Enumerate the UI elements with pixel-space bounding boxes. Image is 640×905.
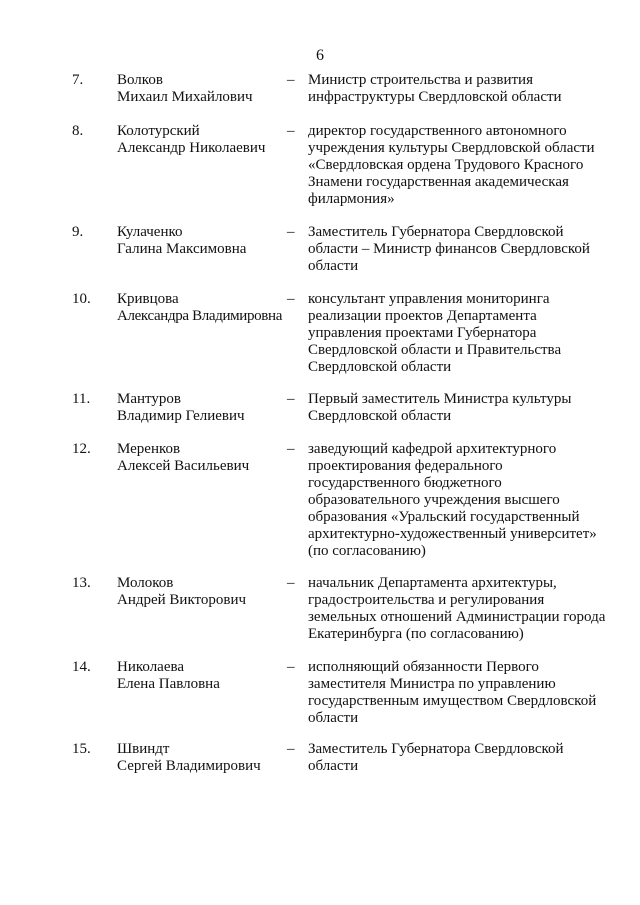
position-line: образования «Уральский государственный (308, 509, 580, 525)
person-name (117, 741, 283, 775)
surname: Колотурский (117, 123, 200, 139)
position-title (308, 291, 613, 376)
person-name (117, 441, 283, 475)
surname: Волков (117, 72, 163, 88)
item-number: 15. (72, 741, 91, 757)
item-number: 14. (72, 659, 91, 675)
first-name-patronymic: Сергей Владимирович (117, 758, 261, 774)
position-line: Заместитель Губернатора Свердловской (308, 224, 564, 240)
position-line: консультант управления мониторинга (308, 291, 550, 307)
dash-separator: – (287, 441, 295, 457)
dash-separator: – (287, 291, 295, 307)
position-line: управления проектами Губернатора (308, 325, 537, 341)
page-number: 6 (316, 47, 324, 64)
first-name-patronymic: Алексей Васильевич (117, 458, 250, 474)
person-name (117, 575, 283, 609)
surname: Кривцова (117, 291, 179, 307)
position-line: Свердловской области (308, 408, 452, 424)
position-line: Екатеринбурга (по согласованию) (308, 626, 524, 642)
position-line: реализации проектов Департамента (308, 308, 537, 324)
position-title (308, 659, 613, 727)
person-name (117, 391, 283, 425)
surname: Мантуров (117, 391, 181, 407)
first-name-patronymic: Михаил Михайлович (117, 89, 253, 105)
position-line: Министр строительства и развития (308, 72, 533, 88)
position-line: Свердловской области и Правительства (308, 342, 562, 358)
position-line: архитектурно-художественный университет» (308, 526, 597, 542)
surname: Николаева (117, 659, 185, 675)
surname: Меренков (117, 441, 181, 457)
person-name (117, 224, 283, 258)
person-name (117, 291, 283, 325)
person-name (117, 659, 283, 693)
position-line: «Свердловская ордена Трудового Красного (308, 157, 584, 173)
item-number: 13. (72, 575, 91, 591)
dash-separator: – (287, 575, 295, 591)
position-line: образовательного учреждения высшего (308, 492, 560, 508)
position-line: земельных отношений Администрации города (308, 609, 606, 625)
position-line: области (308, 758, 359, 774)
position-line: филармония» (308, 191, 395, 207)
position-line: (по согласованию) (308, 543, 426, 559)
position-line: области (308, 710, 359, 726)
first-name-patronymic: Елена Павловна (117, 676, 220, 692)
dash-separator: – (287, 391, 295, 407)
position-line: Свердловской области (308, 359, 452, 375)
position-title (308, 741, 613, 775)
position-line: Заместитель Губернатора Свердловской (308, 741, 564, 757)
position-line: проектирования федерального (308, 458, 503, 474)
dash-separator: – (287, 123, 295, 139)
position-line: начальник Департамента архитектуры, (308, 575, 557, 591)
position-line: заместителя Министра по управлению (308, 676, 556, 692)
person-name (117, 123, 283, 157)
first-name-patronymic: Андрей Викторович (117, 592, 247, 608)
dash-separator: – (287, 72, 295, 88)
item-number: 8. (72, 123, 84, 139)
dash-separator: – (287, 741, 295, 757)
dash-separator: – (287, 224, 295, 240)
position-title (308, 441, 613, 560)
position-title (308, 123, 613, 208)
position-line: государственного бюджетного (308, 475, 502, 491)
position-title (308, 391, 613, 425)
first-name-patronymic: Александра Владимировна (117, 308, 282, 324)
position-line: градостроительства и регулирования (308, 592, 545, 608)
position-line: учреждения культуры Свердловской области (308, 140, 595, 156)
item-number: 9. (72, 224, 84, 240)
position-line: директор государственного автономного (308, 123, 567, 139)
item-number: 10. (72, 291, 91, 307)
person-name (117, 72, 283, 106)
position-title (308, 575, 613, 643)
item-number: 11. (72, 391, 91, 407)
item-number: 7. (72, 72, 84, 88)
first-name-patronymic: Владимир Гелиевич (117, 408, 245, 424)
position-line: заведующий кафедрой архитектурного (308, 441, 557, 457)
first-name-patronymic: Александр Николаевич (117, 140, 266, 156)
first-name-patronymic: Галина Максимовна (117, 241, 247, 257)
position-line: исполняющий обязанности Первого (308, 659, 539, 675)
position-line: области (308, 258, 359, 274)
surname: Швиндт (117, 741, 170, 757)
surname: Кулаченко (117, 224, 183, 240)
position-line: государственным имуществом Свердловской (308, 693, 597, 709)
position-title (308, 224, 613, 275)
surname: Молоков (117, 575, 174, 591)
dash-separator: – (287, 659, 295, 675)
position-line: Знамени государственная академическая (308, 174, 569, 190)
position-title (308, 72, 613, 106)
position-line: Первый заместитель Министра культуры (308, 391, 572, 407)
item-number: 12. (72, 441, 91, 457)
position-line: инфраструктуры Свердловской области (308, 89, 562, 105)
position-line: области – Министр финансов Свердловской (308, 241, 590, 257)
